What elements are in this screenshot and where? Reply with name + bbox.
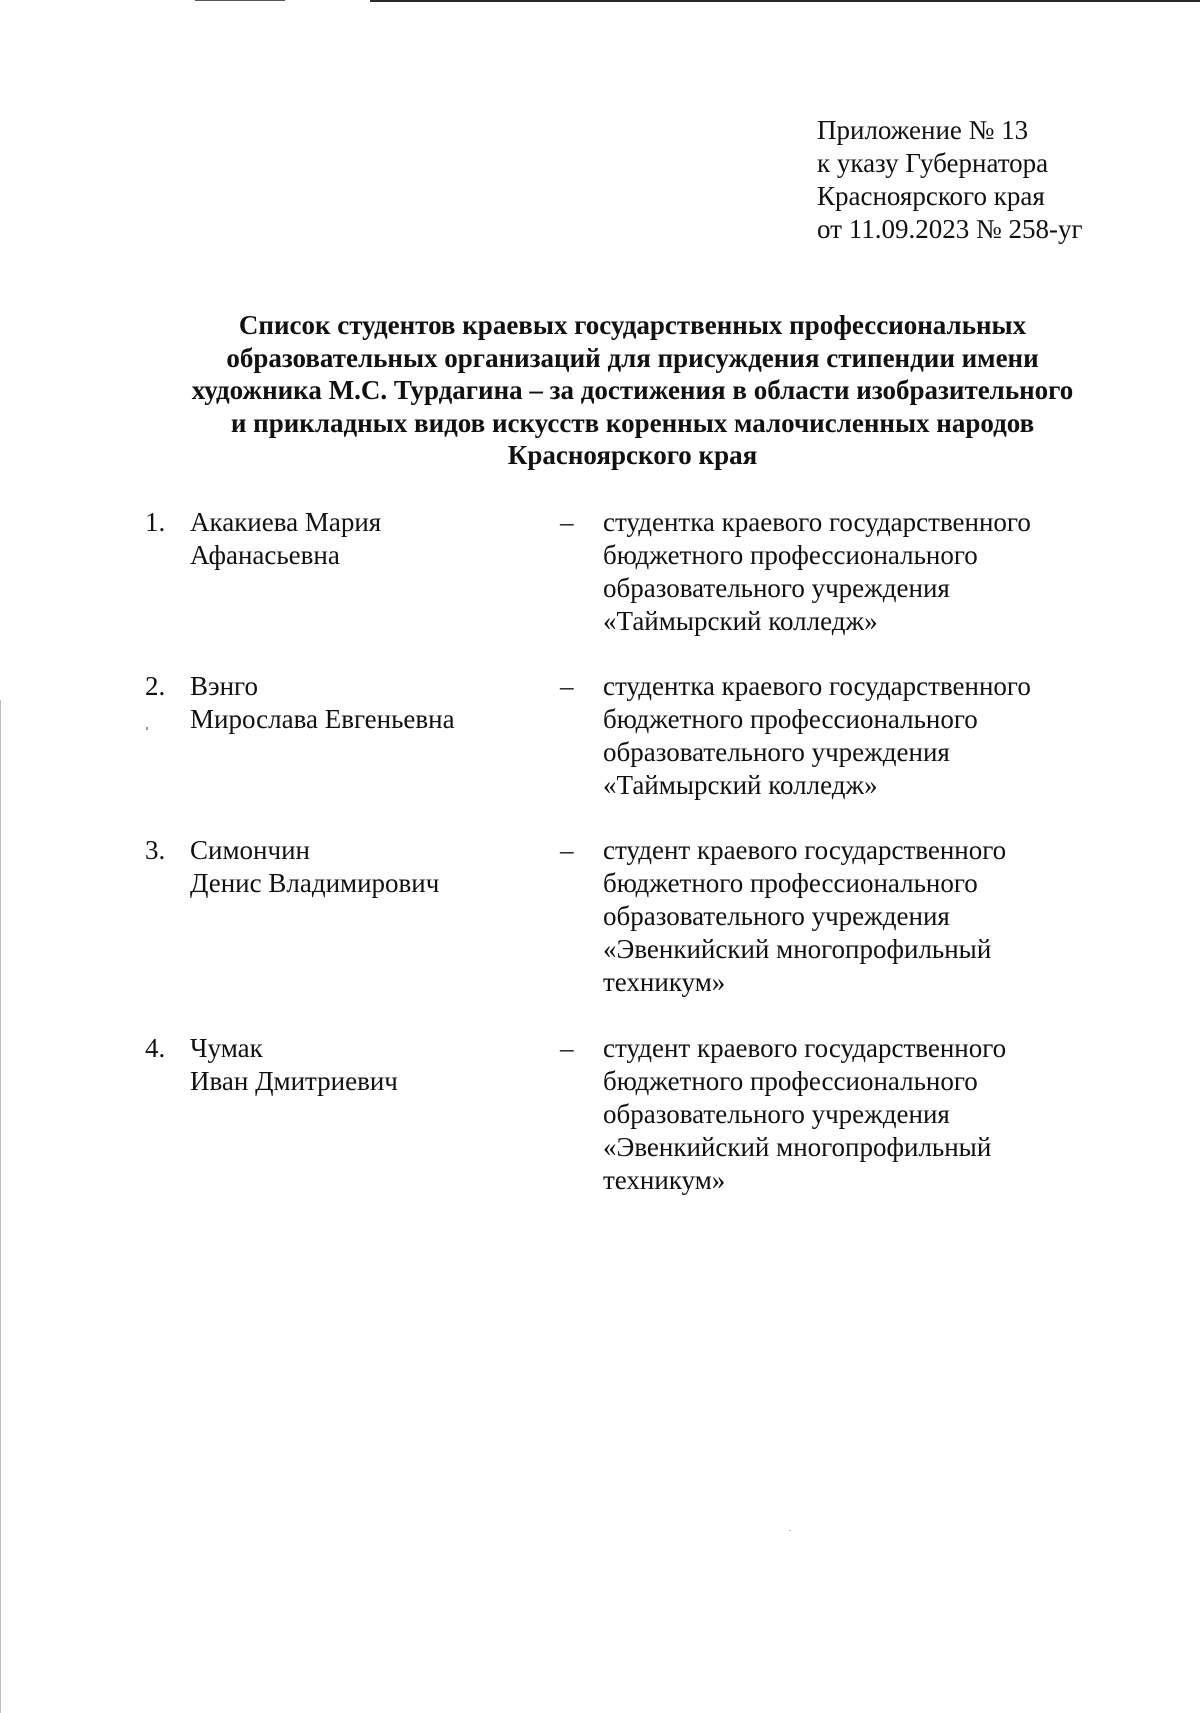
title-line: художника М.С. Турдагина – за достижения в области изобразительного (191, 375, 1074, 405)
scan-top-rule-short (195, 0, 285, 1)
entry-number: 3. (145, 835, 166, 865)
description-line: студентка краевого государственного (603, 671, 1031, 701)
scan-top-rule (370, 0, 1200, 2)
student-name-line: Денис Владимирович (190, 868, 440, 898)
description-line: «Таймырский колледж» (603, 770, 878, 800)
description-line: образовательного учреждения (603, 573, 950, 603)
student-description (603, 834, 1163, 999)
description-line: бюджетного профессионального (603, 1066, 978, 1096)
student-name-line: Чумак (190, 1033, 263, 1063)
student-name-line: Мирослава Евгеньевна (190, 704, 455, 734)
student-description (603, 1032, 1163, 1197)
description-line: техникум» (603, 967, 726, 997)
student-name-line: Акакиева Мария (190, 507, 382, 537)
document-title (140, 309, 1125, 472)
student-name-line: Иван Дмитриевич (190, 1066, 398, 1096)
scan-speck (789, 1530, 791, 1531)
student-name-line: Вэнго (190, 671, 258, 701)
student-name (190, 670, 530, 736)
appendix-line: к указу Губернатора (817, 148, 1049, 178)
description-line: образовательного учреждения (603, 737, 950, 767)
appendix-line: Приложение № 13 (817, 115, 1029, 145)
student-name-line: Симончин (190, 835, 310, 865)
entry-dash: – (560, 1033, 574, 1063)
appendix-line: от 11.09.2023 № 258-уг (817, 214, 1083, 244)
description-line: «Эвенкийский многопрофильный (603, 934, 992, 964)
scan-speck (146, 727, 148, 730)
description-line: техникум» (603, 1165, 726, 1195)
entry-number: 2. (145, 671, 166, 701)
entry-dash: – (560, 507, 574, 537)
description-line: образовательного учреждения (603, 1099, 950, 1129)
title-line: Красноярского края (507, 440, 758, 470)
entry-dash: – (560, 835, 574, 865)
description-line: «Таймырский колледж» (603, 606, 878, 636)
student-description (603, 670, 1163, 802)
student-name (190, 506, 530, 572)
entry-dash: – (560, 671, 574, 701)
description-line: «Эвенкийский многопрофильный (603, 1132, 992, 1162)
student-name (190, 834, 530, 900)
title-line: и прикладных видов искусств коренных малочисленных народов (230, 407, 1035, 438)
description-line: студентка краевого государственного (603, 507, 1031, 537)
student-name-line: Афанасьевна (190, 540, 340, 570)
title-line: Список студентов краевых государственных профессиональных (238, 310, 1027, 340)
entry-number: 4. (145, 1033, 166, 1063)
title-line: образовательных организаций для присуждения стипендии имени (226, 342, 1039, 373)
description-line: образовательного учреждения (603, 901, 950, 931)
description-line: студент краевого государственного (603, 835, 1007, 865)
description-line: бюджетного профессионального (603, 868, 978, 898)
student-name (190, 1032, 530, 1098)
appendix-line: Красноярского края (817, 181, 1045, 211)
appendix-header (817, 114, 1083, 246)
description-line: бюджетного профессионального (603, 704, 978, 734)
description-line: бюджетного профессионального (603, 540, 978, 570)
student-description (603, 506, 1163, 638)
scan-left-edge (0, 700, 1, 1713)
description-line: студент краевого государственного (603, 1033, 1007, 1063)
entry-number: 1. (145, 507, 166, 537)
